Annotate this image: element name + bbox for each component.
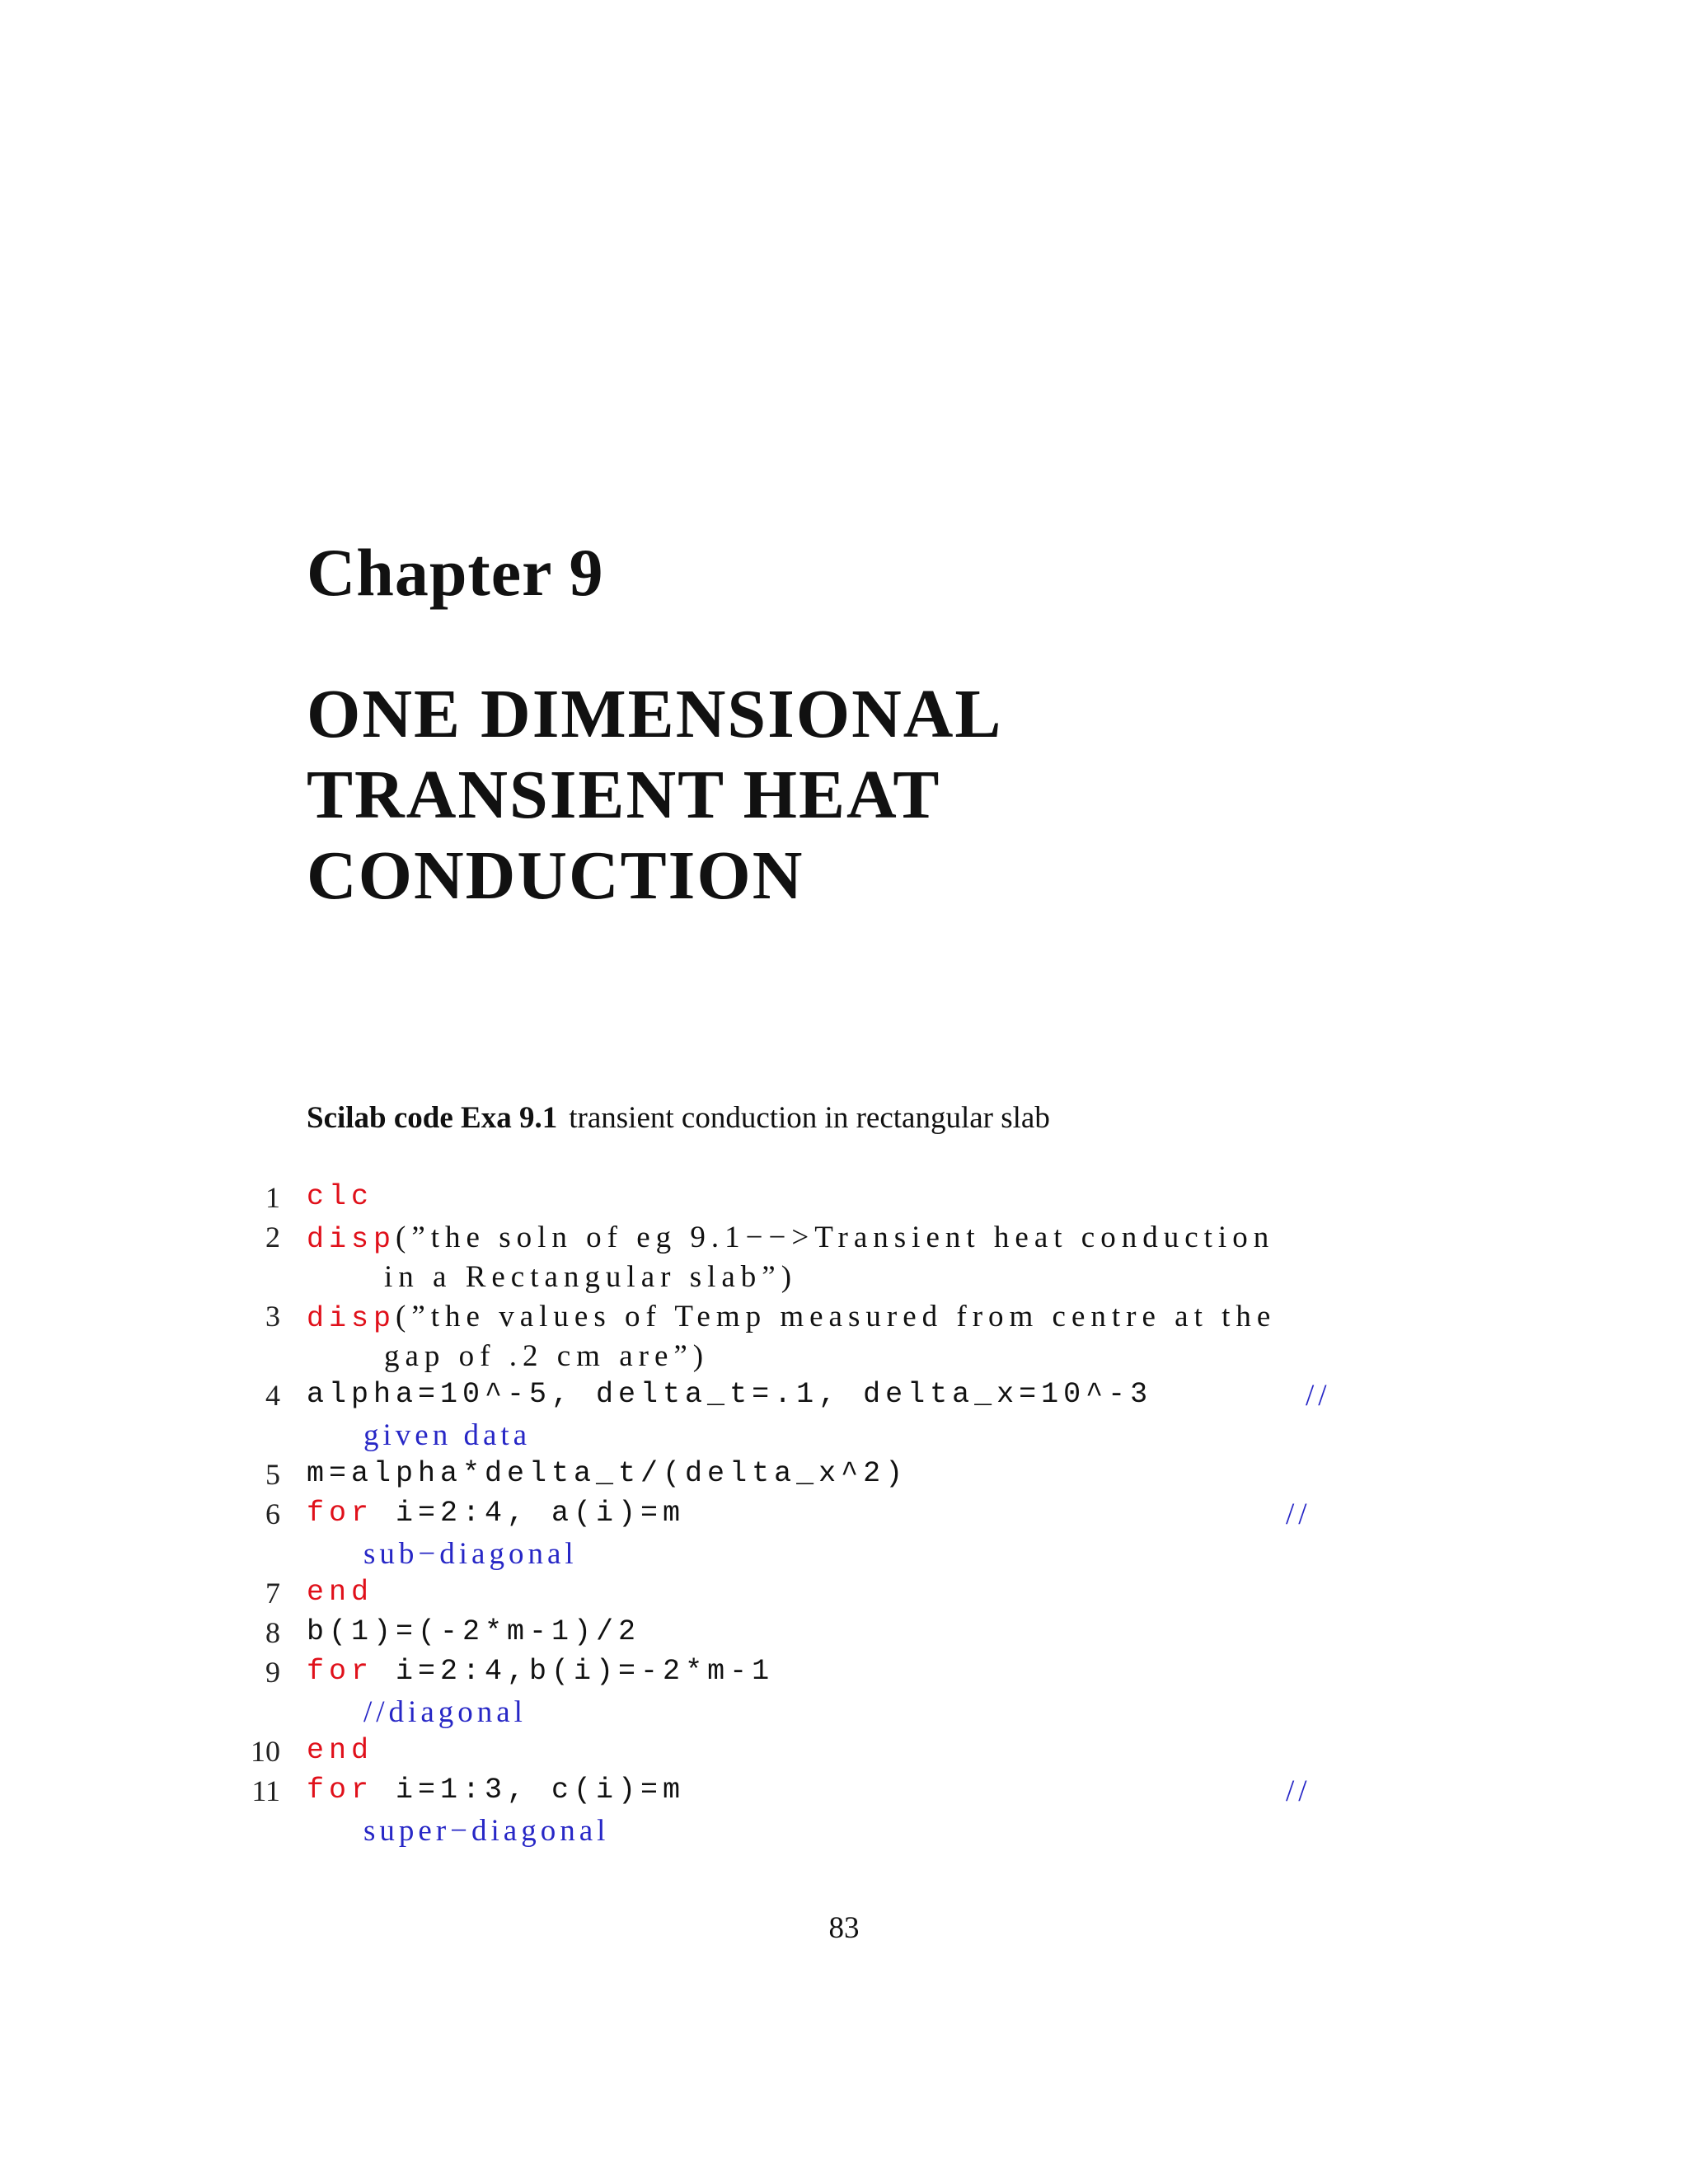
chapter-title-line-2: TRANSIENT HEAT xyxy=(307,757,941,833)
keyword: clc xyxy=(307,1180,374,1213)
code-line-3 xyxy=(0,1299,1688,1338)
line-number: 5 xyxy=(265,1458,280,1491)
code-line-3-continuation xyxy=(0,1338,1688,1378)
code-line-6 xyxy=(0,1497,1688,1536)
code-rest: i=1:3, c(i)=m xyxy=(373,1774,686,1807)
comment-marker: // xyxy=(1306,1379,1331,1413)
comment-text: //diagonal xyxy=(363,1695,527,1729)
code-line-2 xyxy=(0,1220,1688,1259)
page-number: 83 xyxy=(828,1911,860,1945)
chapter-title-line-3: CONDUCTION xyxy=(307,837,804,914)
chapter-label: Chapter 9 xyxy=(307,535,604,610)
comment-text: sub−diagonal xyxy=(363,1537,578,1571)
line-number: 9 xyxy=(265,1656,280,1689)
code-line-11 xyxy=(0,1774,1688,1813)
line-number: 1 xyxy=(265,1181,280,1214)
line-number: 11 xyxy=(251,1774,280,1807)
code-text: m=alpha*delta_t/(delta_x^2) xyxy=(307,1457,908,1490)
code-line-8 xyxy=(0,1615,1688,1655)
keyword: end xyxy=(307,1576,374,1609)
code-line-4-continuation xyxy=(0,1418,1688,1457)
code-line-11-continuation xyxy=(0,1813,1688,1853)
code-text xyxy=(307,1299,1276,1335)
string-text: (”the soln of eg 9.1−−>Transient heat conduction xyxy=(396,1221,1275,1254)
code-line-2-continuation xyxy=(0,1259,1688,1299)
string-text: gap of .2 cm are”) xyxy=(384,1339,710,1373)
line-number: 2 xyxy=(265,1221,280,1254)
line-number: 6 xyxy=(265,1497,280,1530)
comment-text: given data xyxy=(363,1418,532,1452)
line-number: 3 xyxy=(265,1300,280,1333)
example-description: transient conduction in rectangular slab xyxy=(569,1101,1050,1135)
string-text: (”the values of Temp measured from centre at the xyxy=(396,1300,1277,1333)
keyword: disp xyxy=(307,1302,396,1335)
code-line-7 xyxy=(0,1576,1688,1615)
comment-marker: // xyxy=(1286,1774,1311,1808)
example-label: Scilab code Exa 9.1 xyxy=(307,1101,558,1135)
code-text xyxy=(307,1576,373,1609)
line-number: 8 xyxy=(265,1616,280,1649)
keyword: for xyxy=(307,1497,374,1530)
chapter-title xyxy=(307,674,1002,916)
code-line-9-continuation xyxy=(0,1694,1688,1734)
code-line-1 xyxy=(0,1180,1688,1220)
code-line-10 xyxy=(0,1734,1688,1774)
code-text xyxy=(307,1774,685,1807)
line-number: 7 xyxy=(265,1577,280,1610)
code-rest: i=2:4,b(i)=-2*m-1 xyxy=(373,1655,775,1688)
code-text: alpha=10^-5, delta_t=.1, delta_x=10^-3 xyxy=(307,1378,1153,1411)
code-line-6-continuation xyxy=(0,1536,1688,1576)
code-text xyxy=(307,1734,373,1767)
line-number: 4 xyxy=(265,1379,280,1412)
code-text xyxy=(307,1655,774,1688)
keyword: for xyxy=(307,1655,374,1688)
keyword: disp xyxy=(307,1223,396,1256)
chapter-title-line-1: ONE DIMENSIONAL xyxy=(307,676,1003,752)
code-text xyxy=(307,1497,685,1530)
code-rest: i=2:4, a(i)=m xyxy=(373,1497,686,1530)
example-caption xyxy=(307,1100,1050,1136)
string-text: in a Rectangular slab”) xyxy=(384,1260,798,1294)
code-line-4 xyxy=(0,1378,1688,1418)
code-text xyxy=(307,1220,1274,1256)
code-line-9 xyxy=(0,1655,1688,1694)
code-text: b(1)=(-2*m-1)/2 xyxy=(307,1615,641,1648)
keyword: end xyxy=(307,1734,374,1767)
line-number: 10 xyxy=(251,1735,280,1768)
comment-marker: // xyxy=(1286,1497,1311,1531)
keyword: for xyxy=(307,1774,374,1807)
code-text xyxy=(307,1180,373,1213)
code-line-5 xyxy=(0,1457,1688,1497)
comment-text: super−diagonal xyxy=(363,1814,610,1848)
